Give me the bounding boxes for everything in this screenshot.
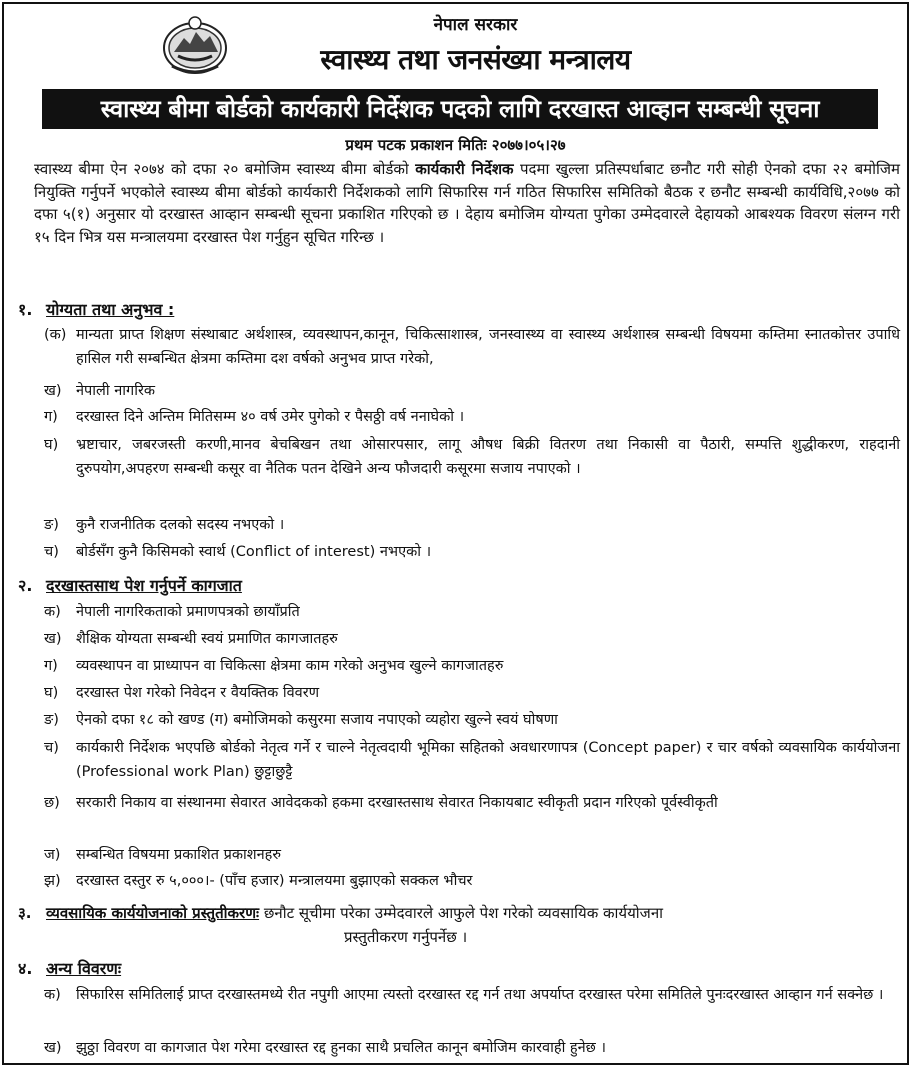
item-text: दरखास्त दिने अन्तिम मितिसम्म ४० वर्ष उमेर पुगेको र पैसठ्ठी वर्ष ननाघेको । [76, 409, 465, 425]
item-text: कुनै राजनीतिक दलको सदस्य नभएको । [76, 517, 285, 533]
section-3 [18, 902, 898, 949]
list-item [44, 380, 900, 404]
list-item [44, 792, 900, 816]
government-name: नेपाल सरकार [433, 15, 518, 35]
intro-text-bold: कार्यकारी निर्देशक [415, 160, 514, 178]
item-label: झ) [44, 873, 61, 889]
item-text: सरकारी निकाय वा संस्थानमा सेवारत आवेदकको हकमा दरखास्तसाथ सेवारत निकायबाट स्वीकृती प्रदान गरिएको पूर्वस्वीकृती [76, 795, 718, 811]
item-text: दरखास्त दस्तुर रु ५,०००।- (पाँच हजार) मन्त्रालयमा बुझाएको सक्कल भौचर [76, 873, 473, 889]
list-item [44, 984, 900, 1008]
list-item [44, 628, 900, 652]
section-heading-2 [18, 574, 242, 596]
item-text: दरखास्त पेश गरेको निवेदन र वैयक्तिक विवरण [76, 685, 320, 701]
section-number: २. [18, 576, 33, 595]
list-item [44, 406, 900, 430]
item-text: ऐनको दफा १८ को खण्ड (ग) बमोजिमको कसुरमा सजाय नपाएको व्यहोरा खुल्ने स्वयं घोषणा [76, 712, 558, 728]
section-heading-4 [18, 957, 121, 979]
list-item [44, 655, 900, 679]
list-item [44, 844, 900, 868]
section-title: व्यवसायिक कार्ययोजनाको प्रस्तुतीकरणः [46, 904, 260, 922]
item-text: सम्बन्धित विषयमा प्रकाशित प्रकाशनहरु [76, 847, 282, 863]
intro-paragraph [34, 158, 900, 248]
list-item [44, 737, 900, 784]
intro-text-start: स्वास्थ्य बीमा ऐन २०७४ को दफा २० बमोजिम स्वास्थ्य बीमा बोर्डको [34, 160, 416, 178]
item-text: नेपाली नागरिक [76, 383, 156, 399]
ministry-name: स्वास्थ्य तथा जनसंख्या मन्त्रालय [320, 43, 631, 76]
publication-date: प्रथम पटक प्रकाशन मितिः २०७७।०५।२७ [345, 136, 566, 154]
section-number: ४. [18, 959, 33, 978]
notice-page [2, 2, 909, 1065]
item-label: च) [44, 544, 59, 560]
section-heading-1 [18, 298, 174, 320]
section-3-text-cont: प्रस्तुतीकरण गर्नुपर्नेछ । [344, 927, 468, 946]
item-label: (क) [44, 327, 67, 343]
item-text: कार्यकारी निर्देशक भएपछि बोर्डको नेतृत्व गर्ने र चाल्ने नेतृत्वदायी भूमिका सहितको अवधारणापत्र (Concept paper) र चार वर्षको व्यवसायिक कार्ययोजना (Professional work Plan) छुट्टाछुट्टै [76, 740, 900, 780]
item-label: क) [44, 987, 61, 1003]
item-text: मान्यता प्राप्त शिक्षण संस्थाबाट अर्थशास्त्र, व्यवस्थापन,कानून, चिकित्साशास्त्र, जनस्वास्थ्य वा स्वास्थ्य अर्थशास्त्र सम्बन्धी विषयमा कम्तिमा स्नातकोत्तर उपाधि हासिल गरी सम्बन्धित क्षेत्रमा कम्तिमा दश वर्षको अनुभव प्राप्त गरेको, [76, 327, 900, 367]
section-number: ३. [18, 904, 32, 922]
item-label: क) [44, 604, 61, 620]
list-item [44, 434, 900, 481]
list-item [44, 541, 900, 565]
list-item [44, 324, 900, 371]
item-label: ग) [44, 658, 58, 674]
item-label: ख) [44, 631, 62, 647]
item-label: ङ) [44, 517, 59, 533]
section-title: दरखास्तसाथ पेश गर्नुपर्ने कागजात [46, 576, 242, 595]
list-item [44, 682, 900, 706]
item-text: शैक्षिक योग्यता सम्बन्धी स्वयं प्रमाणित कागजातहरु [76, 631, 338, 647]
item-label: ख) [44, 383, 62, 399]
item-label: ख) [44, 1040, 62, 1056]
item-text: नेपाली नागरिकताको प्रमाणपत्रको छायाँप्रति [76, 604, 300, 620]
list-item [44, 870, 900, 894]
list-item [44, 601, 900, 625]
section-title: योग्यता तथा अनुभव : [46, 300, 175, 319]
notice-title-banner: स्वास्थ्य बीमा बोर्डको कार्यकारी निर्देशक पदको लागि दरखास्त आव्हान सम्बन्धी सूचना [42, 89, 878, 129]
item-label: ज) [44, 847, 61, 863]
item-text: सिफारिस समितिलाई प्राप्त दरखास्तमध्ये रीत नपुगी आएमा त्यस्तो दरखास्त रद्द गर्न तथा अपर्याप्त दरखास्त परेमा समितिले पुनःदरखास्त आव्हान गर्न सक्नेछ । [76, 987, 884, 1003]
section-3-text: छनौट सूचीमा परेका उम्मेदवारले आफुले पेश गरेको व्यवसायिक कार्ययोजना [263, 904, 664, 922]
item-text: भ्रष्टाचार, जबरजस्ती करणी,मानव बेचबिखन तथा ओसारपसार, लागू औषध बिक्री वितरण तथा निकासी वा पैठारी, सम्पत्ति शुद्धीकरण, राहदानी दुरुपयोग,अपहरण सम्बन्धी कसूर वा नैतिक पतन देखिने अन्य फौजदारी कसूरमा सजाय नपाएको । [76, 437, 900, 477]
item-label: ङ) [44, 712, 59, 728]
section-number: १. [18, 300, 33, 319]
item-text: झुठ्ठा विवरण वा कागजात पेश गरेमा दरखास्त रद्द हुनका साथै प्रचलित कानून बमोजिम कारवाही हुनेछ । [76, 1040, 606, 1056]
item-label: घ) [44, 437, 59, 453]
item-label: च) [44, 740, 59, 756]
list-item [44, 1037, 900, 1061]
section-heading-3 [18, 904, 259, 922]
item-text: व्यवस्थापन वा प्राध्यापन वा चिकित्सा क्षेत्रमा काम गरेको अनुभव खुल्ने कागजातहरु [76, 658, 504, 674]
list-item [44, 709, 900, 733]
item-label: ग) [44, 409, 58, 425]
list-item [44, 514, 900, 538]
item-label: छ) [44, 795, 60, 811]
item-label: घ) [44, 685, 59, 701]
item-text: बोर्डसँग कुनै किसिमको स्वार्थ (Conflict of interest) नभएको । [76, 544, 432, 560]
intro-text-end: पदमा खुल्ला प्रतिस्पर्धाबाट छनौट गरी सोही ऐनको दफा २२ बमोजिम नियुक्ति गर्नुपर्ने भएकोले स्वास्थ्य बीमा बोर्डको कार्यकारी निर्देशकको लागि सिफारिस गर्न गठित सिफारिस समितिको बैठक र छनौट सम्बन्धी कार्यविधि,२०७७ को दफा ५(१) अनुसार यो दरखास्त आव्हान सम्बन्धी सूचना प्रकाशित गरिएको छ । देहाय बमोजिम योग्यता पुगेका उम्मेदवारले देहायको आबश्यक विवरण संलग्न गरी १५ दिन भित्र यस मन्त्रालयमा दरखास्त पेश गर्नुहुन सूचित गरिन्छ । [34, 160, 900, 246]
section-title: अन्य विवरणः [46, 959, 122, 978]
